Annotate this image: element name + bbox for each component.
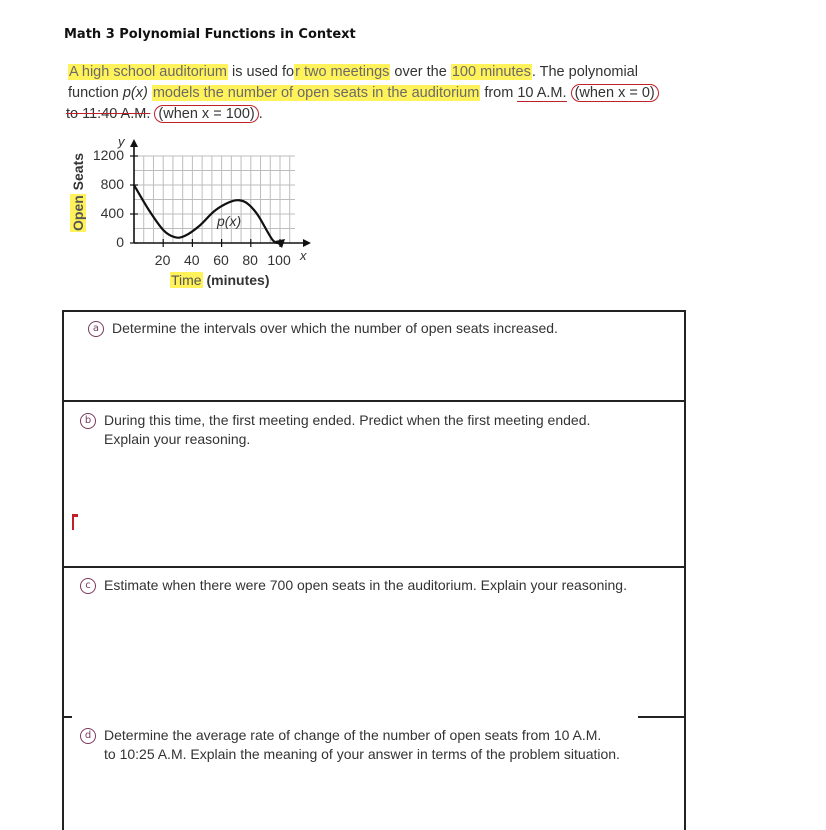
question-d-text-1: Determine the average rate of change of the number of open seats from 10 A.M.	[104, 727, 602, 743]
chart-ticks	[130, 156, 280, 247]
x-tick-label: 80	[242, 252, 258, 268]
annotation-marker-top	[72, 514, 78, 517]
box-border-left	[62, 310, 64, 718]
x-axis-arrow	[303, 239, 311, 247]
page-title: Math 3 Polynomial Functions in Context	[64, 27, 356, 42]
intro-text: function	[68, 85, 123, 101]
intro-text: from	[480, 85, 518, 101]
box-border-left-d	[62, 718, 64, 830]
intro-text: . The polynomial	[531, 64, 638, 80]
x-axis-label	[170, 272, 269, 288]
x-axis-variable: x	[300, 248, 307, 263]
highlight-models: models the number of open seats in the auditorium	[152, 85, 480, 101]
x-axis-label-highlight: Time	[171, 272, 202, 288]
question-d-text-2: to 10:25 A.M. Explain the meaning of your answer in terms of the problem situation.	[104, 746, 620, 762]
box-border-top	[62, 310, 686, 312]
question-a-badge: a	[88, 321, 104, 337]
question-b-text-2: Explain your reasoning.	[104, 431, 251, 447]
box-divider-cd-right	[638, 716, 686, 718]
y-axis-label-rest: Seats	[70, 152, 86, 195]
x-tick-label: 20	[154, 252, 171, 268]
end-time: to 11:40 A.M.	[66, 106, 151, 122]
function-name: p(x)	[122, 85, 148, 101]
y-axis-variable: y	[118, 134, 125, 149]
x-tick-label: 100	[267, 252, 291, 268]
highlight-auditorium: A high school auditorium	[69, 64, 227, 80]
highlight-two-meetings: r two meetings	[295, 64, 390, 80]
y-axis-label-highlight: Open	[70, 195, 86, 231]
circled-when-x-0: (when x = 0)	[571, 84, 659, 102]
intro-text: over the	[390, 64, 451, 80]
chart-axes	[130, 139, 311, 247]
y-tick-label: 800	[100, 176, 124, 192]
question-b-text-1: During this time, the first meeting ended. Predict when the first meeting ended.	[104, 412, 591, 428]
y-axis-arrow	[130, 139, 138, 147]
y-tick-label: 0	[116, 234, 124, 250]
y-tick-label: 400	[100, 205, 124, 221]
question-c-text: Estimate when there were 700 open seats in the auditorium. Explain your reasoning.	[104, 577, 627, 593]
box-divider-cd-left	[62, 716, 72, 718]
intro-text: .	[258, 106, 263, 122]
series-label: p(x)	[217, 213, 242, 229]
x-tick-label: 40	[184, 252, 200, 268]
start-time: 10 A.M.	[517, 85, 567, 101]
x-axis-label-rest: (minutes)	[202, 272, 270, 288]
intro-line-3	[66, 106, 263, 122]
question-d-badge: d	[80, 728, 96, 744]
box-divider-bc	[62, 566, 686, 568]
circled-when-x-100: (when x = 100)	[154, 105, 258, 123]
question-a-text: Determine the intervals over which the number of open seats increased.	[112, 320, 558, 336]
y-tick-label: 1200	[92, 147, 124, 163]
intro-text: is used fo	[228, 64, 295, 80]
question-b-badge: b	[80, 413, 96, 429]
question-c-badge: c	[80, 578, 96, 594]
intro-line-1	[68, 64, 638, 80]
box-divider-ab	[62, 400, 686, 402]
box-border-right	[684, 310, 686, 718]
box-border-right-d	[684, 718, 686, 830]
x-tick-label: 60	[213, 252, 229, 268]
chart-grid	[134, 156, 295, 243]
y-axis-label	[70, 153, 86, 232]
highlight-100-minutes: 100 minutes	[451, 64, 531, 80]
intro-line-2	[68, 85, 659, 101]
open-seats-chart	[0, 130, 330, 300]
